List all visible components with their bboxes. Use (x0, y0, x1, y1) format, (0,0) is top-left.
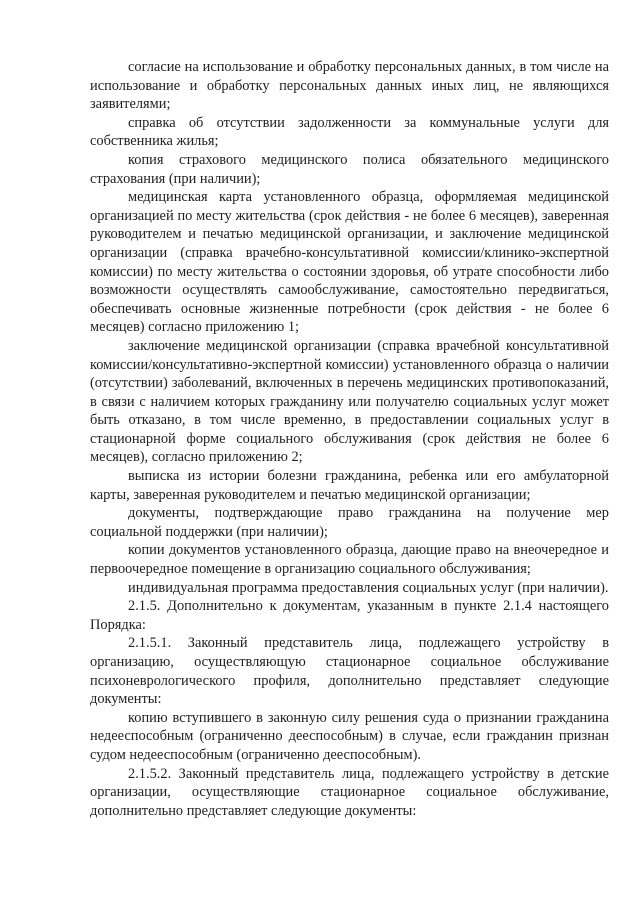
document-body (90, 58, 609, 820)
paragraph-medical-history-extract: выписка из истории болезни гражданина, ребенка или его амбулаторной карты, заверенная руководителем и печатью медицинской организации; (90, 468, 609, 503)
paragraph-medical-card: медицинская карта установленного образца, оформляемая медицинской организацией по месту жительства (срок действия - не более 6 месяцев), заверенная руководителем и печатью медицинской организации, и заключение медицинской организации (справка врачебно-консультативной комиссии/клинико-экспертной комиссии) по месту жительства о состоянии здоровья, об утрате способности либо возможности осуществлять самообслуживание, самостоятельно передвигаться, обеспечивать основные жизненные потребности (срок действия - не более 6 месяцев) согласно приложению 1; (90, 189, 609, 336)
paragraph-individual-program: индивидуальная программа предоставления социальных услуг (при наличии). (128, 579, 609, 596)
paragraph-consent-personal-data: согласие на использование и обработку персональных данных, в том числе на использование и обработку персональных данных иных лиц, не являющихся заявителями; (90, 59, 609, 113)
paragraph-medical-conclusion: заключение медицинской организации (справка врачебной консультативной комиссии/консультативно-экспертной комиссии) установленного образца о наличии (отсутствии) заболеваний, включенных в перечень медицинских противопоказаний, в связи с наличием которых гражданину или получателю социальных услуг может быть отказано, в том числе временно, в предоставлении социальных услуг в стационарной форме социального обслуживания (срок действия не более 6 месяцев), согласно приложению 2; (90, 337, 609, 466)
paragraph-priority-placement-documents: копии документов установленного образца, дающие право на внеочередное и первоочередное помещение в организацию социального обслуживания; (90, 542, 609, 578)
paragraph-section-2-1-5: 2.1.5. Дополнительно к документам, указанным в пункте 2.1.4 настоящего Порядка: (90, 598, 609, 633)
paragraph-court-decision-copy: копию вступившего в законную силу решения суда о признании гражданина недееспособным (ограниченно дееспособным) в случае, если гражданин признан судом недееспособным (ограниченно дееспособным). (90, 709, 609, 763)
paragraph-insurance-policy-copy: копия страхового медицинского полиса обязательного медицинского страхования (при наличии); (90, 151, 609, 187)
paragraph-section-2-1-5-1: 2.1.5.1. Законный представитель лица, подлежащего устройству в организацию, осуществляющую стационарное социальное обслуживание психоневрологического профиля, дополнительно представляет следующие документы: (90, 635, 609, 708)
paragraph-section-2-1-5-2: 2.1.5.2. Законный представитель лица, подлежащего устройству в детские организации, осуществляющие стационарное социальное обслуживание, дополнительно представляет следующие документы: (90, 765, 609, 819)
paragraph-utility-debt-certificate: справка об отсутствии задолженности за коммунальные услуги для собственника жилья; (90, 114, 609, 150)
paragraph-social-support-documents: документы, подтверждающие право гражданина на получение мер социальной поддержки (при наличии); (90, 505, 609, 540)
